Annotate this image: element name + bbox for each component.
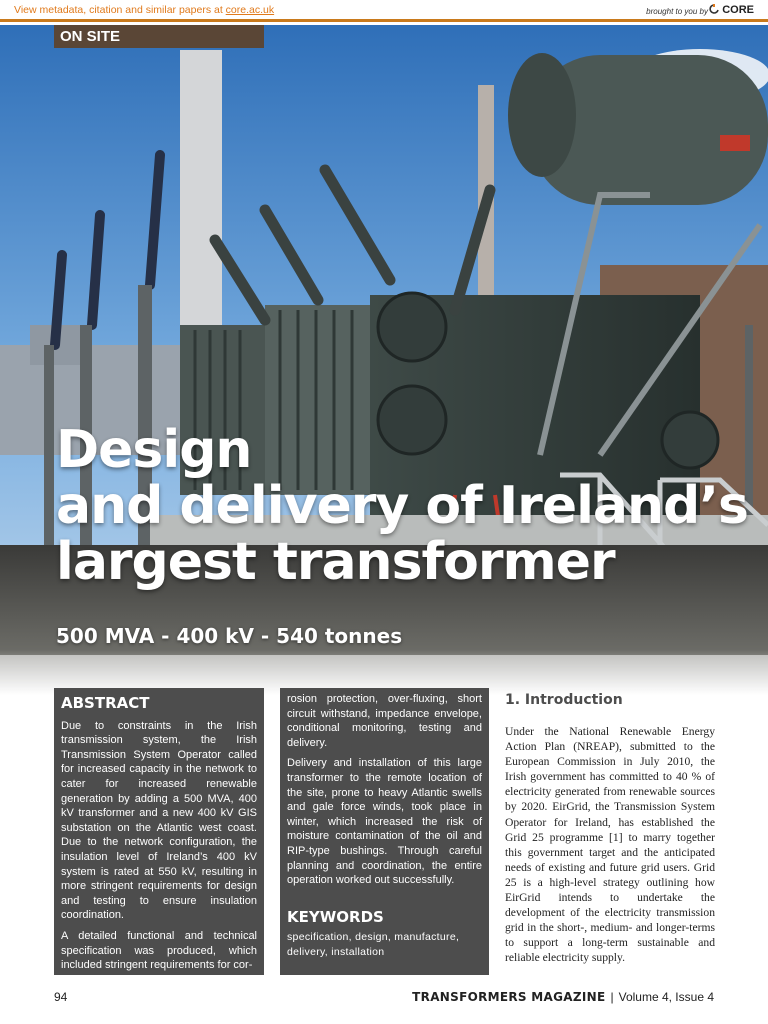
transformer-photo bbox=[0, 25, 768, 695]
footer-separator: | bbox=[610, 990, 614, 1004]
abstract-paragraph-2: A detailed functional and technical specification was produced, which included stringent requirements for cor- bbox=[61, 929, 257, 972]
abstract-paragraph-4: Delivery and installation of this large transformer to the remote location of the site, prone to heavy Atlantic swells and gale force winds, took place in winter, which increased the risk of moisture contamination of the oil and RIP-type bushings. Through careful planning and coordination, the entire operation worked out successfully. bbox=[287, 757, 482, 887]
article-subtitle: 500 MVA - 400 kV - 540 tonnes bbox=[56, 624, 403, 648]
core-logo-icon bbox=[709, 4, 719, 16]
core-logo-text: CORE bbox=[722, 4, 754, 16]
brought-by-text: brought to you by bbox=[646, 7, 708, 16]
metadata-text: View metadata, citation and similar papers at bbox=[14, 4, 223, 16]
section-tag: ON SITE bbox=[54, 25, 264, 48]
abstract-heading: ABSTRACT bbox=[61, 694, 150, 712]
hero-photo bbox=[0, 25, 768, 695]
abstract-box bbox=[54, 688, 264, 975]
keywords-heading: KEYWORDS bbox=[287, 907, 384, 926]
magazine-name: TRANSFORMERS MAGAZINE bbox=[412, 990, 606, 1004]
abstract-continued-box bbox=[280, 688, 489, 975]
metadata-notice bbox=[14, 4, 274, 16]
title-line-2: and delivery of Ireland’s bbox=[56, 476, 748, 536]
introduction-text: Under the National Renewable Energy Action Plan (NREAP), submitted to the European Commission in July 2010, the Irish government has committed to 40 % of electricity generated from renewable sources by 2020. EirGrid, the Transmission System Operator for Ireland, has established the Grid 25 programme [1] to marry together this government target and the anticipated needs of existing and future grid users. Grid 25 is a high-level strategy outlining how EirGrid intends to undertake the development of the electricity transmission grid in the short-, medium- and longer-terms to support a long-term sustainable and reliable electricity supply. bbox=[505, 725, 715, 965]
issue-info: Volume 4, Issue 4 bbox=[618, 990, 714, 1004]
article-title bbox=[56, 422, 756, 590]
core-link[interactable]: core.ac.uk bbox=[225, 4, 275, 16]
footer-magazine bbox=[412, 990, 714, 1004]
introduction-heading: 1. Introduction bbox=[505, 692, 623, 708]
title-line-1: Design bbox=[56, 420, 252, 480]
abstract-paragraph-3: rosion protection, over-fluxing, short circuit withstand, impedance envelope, conditional monitoring, testing and delivery. bbox=[287, 693, 482, 749]
top-banner bbox=[0, 0, 768, 22]
title-line-3: largest transformer bbox=[56, 532, 615, 592]
abstract-paragraph-1: Due to constraints in the Irish transmission system, the Irish Transmission System Operator called for increased capacity in the network to cater for increased renewable generation by adding a 500 MVA, 400 kV transformer and a new 400 kV GIS substation on the Atlantic west coast. Due to the network configuration, the insulation level of Ireland’s 400 kV system is rated at 550 kV, resulting in more stringent requirements for design and testing to ensure insulation coordination. bbox=[61, 719, 257, 922]
page-number: 94 bbox=[54, 990, 68, 1004]
core-logo[interactable] bbox=[709, 4, 754, 16]
keywords-text: specification, design, manufacture, delivery, installation bbox=[287, 931, 460, 959]
